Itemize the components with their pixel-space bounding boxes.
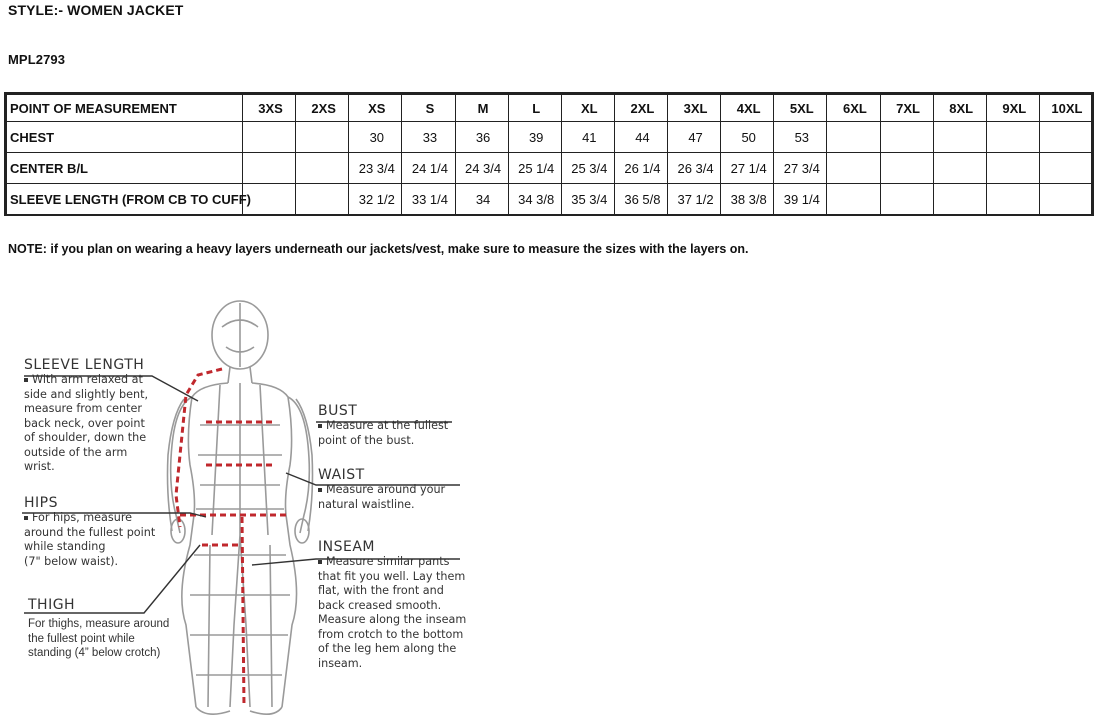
table-cell: 41 xyxy=(561,122,614,153)
table-cell xyxy=(933,122,986,153)
header-size-3xs: 3XS xyxy=(243,94,296,122)
header-size-3xl: 3XL xyxy=(668,94,721,122)
header-size-l: L xyxy=(508,94,561,122)
style-code: MPL2793 xyxy=(8,52,66,67)
table-cell xyxy=(880,153,933,184)
hips-text xyxy=(24,511,155,569)
waist-text-line: natural waistline. xyxy=(318,497,415,511)
table-cell xyxy=(296,184,349,216)
bullet-icon xyxy=(24,516,28,520)
table-cell: 25 1/4 xyxy=(508,153,561,184)
waist-text xyxy=(318,483,445,512)
measurement-guide xyxy=(0,295,1099,725)
hips-text-line: while standing xyxy=(24,540,106,553)
table-cell: 30 xyxy=(349,122,402,153)
table-cell: 26 3/4 xyxy=(668,153,721,184)
header-size-5xl: 5XL xyxy=(774,94,827,122)
hips-text-line: For hips, measure xyxy=(24,511,155,526)
table-cell xyxy=(1039,153,1092,184)
inseam-callout xyxy=(318,539,466,671)
sleeve-length-callout xyxy=(24,357,148,475)
row-label: CHEST xyxy=(6,122,243,153)
header-size-4xl: 4XL xyxy=(721,94,774,122)
waist-title: WAIST xyxy=(318,467,365,483)
table-cell: 33 xyxy=(402,122,455,153)
sleeve-text-line: outside of the arm xyxy=(24,445,128,459)
header-size-2xl: 2XL xyxy=(614,94,667,122)
table-cell xyxy=(296,122,349,153)
inseam-text-line: Measure along the inseam xyxy=(318,613,467,626)
table-cell: 50 xyxy=(721,122,774,153)
inseam-text-line: of the leg hem along the xyxy=(318,642,457,655)
table-cell: 47 xyxy=(668,122,721,153)
sleeve-length-title: SLEEVE LENGTH xyxy=(24,357,145,373)
header-size-8xl: 8XL xyxy=(933,94,986,122)
header-size-s: S xyxy=(402,94,455,122)
table-cell: 26 1/4 xyxy=(614,153,667,184)
inseam-title: INSEAM xyxy=(318,539,375,555)
table-cell: 33 1/4 xyxy=(402,184,455,216)
size-chart-table xyxy=(4,92,1094,216)
header-size-10xl: 10XL xyxy=(1039,94,1092,122)
header-size-xl: XL xyxy=(561,94,614,122)
sleeve-text-line: wrist. xyxy=(24,460,55,473)
thigh-callout xyxy=(28,597,169,661)
sleeve-text-line: measure from center xyxy=(24,402,142,415)
bullet-icon xyxy=(318,488,322,492)
hips-title: HIPS xyxy=(24,495,58,511)
table-cell: 25 3/4 xyxy=(561,153,614,184)
header-point-of-measurement: POINT OF MEASUREMENT xyxy=(6,94,243,122)
inseam-text-line: flat, with the front and xyxy=(318,584,444,597)
header-size-6xl: 6XL xyxy=(827,94,880,122)
table-cell: 39 xyxy=(508,122,561,153)
thigh-text xyxy=(28,617,169,661)
thigh-text-line: the fullest point while xyxy=(28,632,135,645)
table-cell xyxy=(1039,122,1092,153)
body-figure xyxy=(0,295,1099,725)
bullet-icon xyxy=(24,378,28,382)
table-cell xyxy=(933,184,986,216)
table-cell: 23 3/4 xyxy=(349,153,402,184)
bust-text-line: point of the bust. xyxy=(318,433,415,447)
table-cell xyxy=(880,184,933,216)
header-size-2xs: 2XS xyxy=(296,94,349,122)
row-label: CENTER B/L xyxy=(6,153,243,184)
table-header-row xyxy=(6,94,1093,122)
table-cell xyxy=(880,122,933,153)
inseam-text-line: that fit you well. Lay them xyxy=(318,569,466,583)
inseam-text-line: from crotch to the bottom xyxy=(318,627,464,641)
bust-text-line: Measure at the fullest xyxy=(318,419,448,434)
table-cell: 34 xyxy=(455,184,508,216)
table-cell: 39 1/4 xyxy=(774,184,827,216)
bust-title: BUST xyxy=(318,403,358,419)
inseam-text-line: back creased smooth. xyxy=(318,598,442,612)
table-cell: 36 5/8 xyxy=(614,184,667,216)
sleeve-text-line: side and slightly bent, xyxy=(24,387,149,401)
table-cell: 35 3/4 xyxy=(561,184,614,216)
table-cell xyxy=(1039,184,1092,216)
hips-text-line: around the fullest point xyxy=(24,525,156,539)
table-cell xyxy=(986,122,1039,153)
thigh-text-line: standing (4” below crotch) xyxy=(28,647,161,659)
sleeve-text-line: With arm relaxed at xyxy=(24,373,148,388)
table-cell: 24 3/4 xyxy=(455,153,508,184)
sleeve-length-text xyxy=(24,373,148,475)
header-size-m: M xyxy=(455,94,508,122)
table-cell xyxy=(243,153,296,184)
table-cell xyxy=(243,122,296,153)
bust-text xyxy=(318,419,448,448)
table-cell xyxy=(986,184,1039,216)
bullet-icon xyxy=(318,560,322,564)
sleeve-text-line: back neck, over point xyxy=(24,416,145,430)
header-size-9xl: 9XL xyxy=(986,94,1039,122)
waist-callout xyxy=(318,467,445,512)
hips-callout xyxy=(24,495,155,569)
table-cell xyxy=(827,122,880,153)
table-cell: 34 3/8 xyxy=(508,184,561,216)
table-cell: 36 xyxy=(455,122,508,153)
inseam-text xyxy=(318,555,466,671)
thigh-title: THIGH xyxy=(28,597,76,613)
table-cell xyxy=(986,153,1039,184)
table-cell: 37 1/2 xyxy=(668,184,721,216)
bullet-icon xyxy=(318,424,322,428)
table-cell: 38 3/8 xyxy=(721,184,774,216)
style-title: STYLE:- WOMEN JACKET xyxy=(8,2,184,18)
table-row xyxy=(6,184,1093,216)
inseam-text-line: Measure similar pants xyxy=(318,555,466,570)
table-cell xyxy=(827,184,880,216)
table-cell xyxy=(296,153,349,184)
table-cell: 27 1/4 xyxy=(721,153,774,184)
thigh-text-line: For thighs, measure around xyxy=(28,618,170,630)
header-size-xs: XS xyxy=(349,94,402,122)
waist-text-line: Measure around your xyxy=(318,483,445,498)
inseam-text-line: inseam. xyxy=(318,656,363,670)
table-cell: 24 1/4 xyxy=(402,153,455,184)
sleeve-text-line: of shoulder, down the xyxy=(24,431,147,444)
bust-callout xyxy=(318,403,448,448)
table-cell: 32 1/2 xyxy=(349,184,402,216)
table-cell xyxy=(933,153,986,184)
row-label: SLEEVE LENGTH (FROM CB TO CUFF) xyxy=(6,184,243,216)
layering-note: NOTE: if you plan on wearing a heavy layers underneath our jackets/vest, make sure to measure the sizes with the layers on. xyxy=(8,242,749,256)
hips-text-line: (7" below waist). xyxy=(24,554,119,568)
table-row xyxy=(6,122,1093,153)
table-cell: 27 3/4 xyxy=(774,153,827,184)
table-cell: 53 xyxy=(774,122,827,153)
table-cell xyxy=(827,153,880,184)
table-cell: 44 xyxy=(614,122,667,153)
table-row xyxy=(6,153,1093,184)
header-size-7xl: 7XL xyxy=(880,94,933,122)
